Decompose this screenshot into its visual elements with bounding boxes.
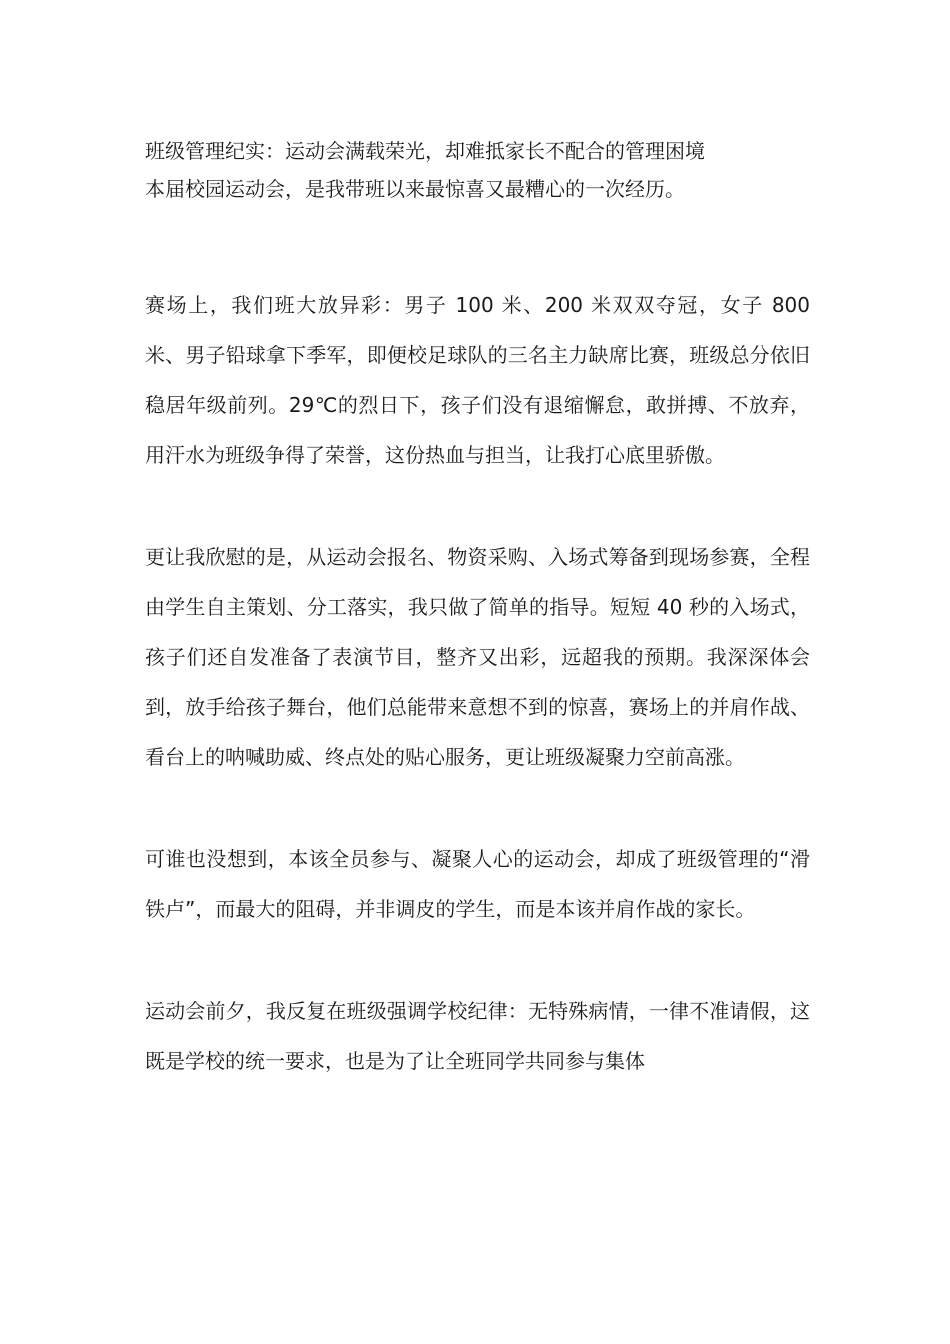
- intro-paragraph: 本届校园运动会，是我带班以来最惊喜又最糟心的一次经历。: [145, 177, 685, 201]
- document-title: 班级管理纪实：运动会满载荣光，却难抵家长不配合的管理困境: [145, 139, 705, 163]
- paragraph-sports-results: 赛场上，我们班大放异彩：男子 100 米、200 米双双夺冠，女子 800 米、男子铅球拿下季军，即便校足球队的三名主力缺席比赛，班级总分依旧稳居年级前列。29℃的烈日下，孩子们没有退缩懈怠，敢拼搏、不放弃，用汗水为班级争得了荣誉，这份热血与担当，让我打心底里骄傲。: [145, 293, 810, 467]
- document-body: [145, 132, 810, 1086]
- paragraph-student-organization: 更让我欣慰的是，从运动会报名、物资采购、入场式筹备到现场参赛，全程由学生自主策划、分工落实，我只做了简单的指导。短短 40 秒的入场式，孩子们还自发准备了表演节目，整齐又出彩，远超我的预期。我深深体会到，放手给孩子舞台，他们总能带来意想不到的惊喜，赛场上的并肩作战、看台上的呐喊助威、终点处的贴心服务，更让班级凝聚力空前高涨。: [145, 545, 810, 769]
- paragraph-parent-obstacle: 可谁也没想到，本该全员参与、凝聚人心的运动会，却成了班级管理的“滑铁卢”，而最大的阻碍，并非调皮的学生，而是本该并肩作战的家长。: [145, 847, 810, 921]
- paragraph-discipline: 运动会前夕，我反复在班级强调学校纪律：无特殊病情，一律不准请假，这既是学校的统一要求，也是为了让全班同学共同参与集体: [145, 999, 810, 1073]
